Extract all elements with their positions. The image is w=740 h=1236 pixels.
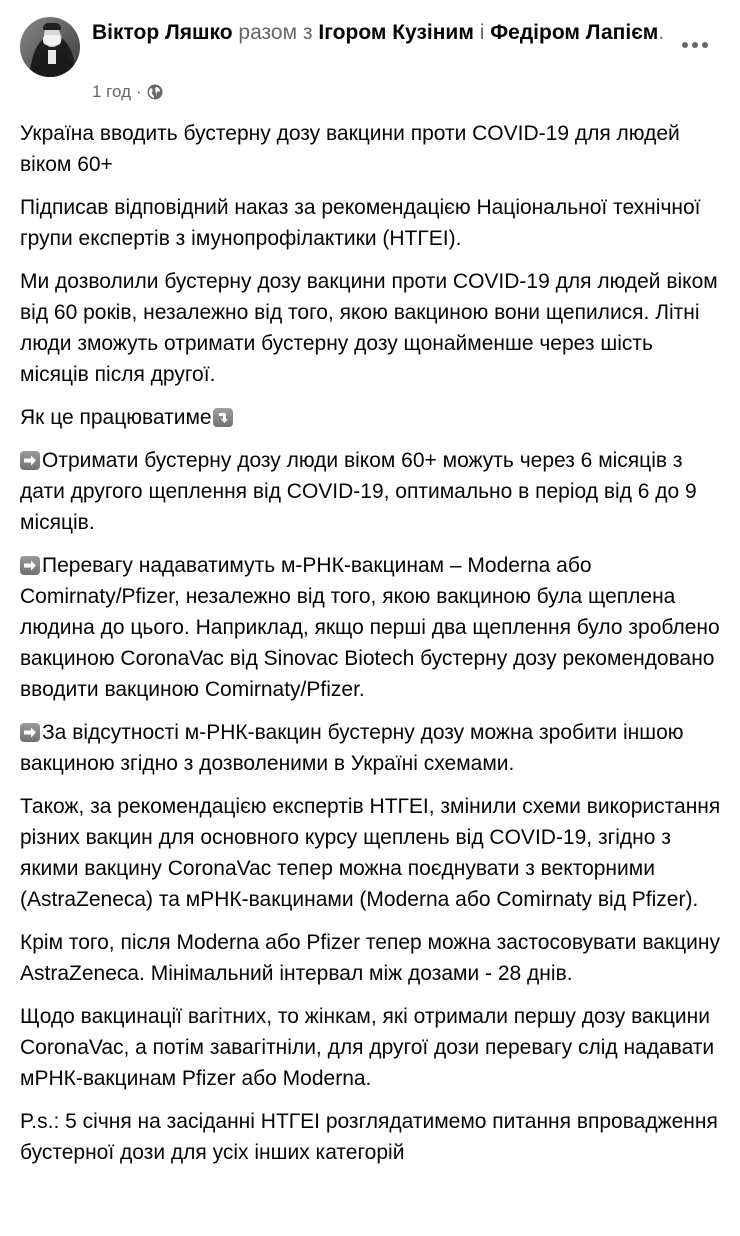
- more-options-button[interactable]: [682, 38, 714, 52]
- post-paragraph: [20, 445, 725, 538]
- post-paragraph: Підписав відповідний наказ за рекомендацією Національної технічної групи експертів з імунопрофілактики (НТГЕІ).: [20, 196, 701, 250]
- post-paragraph: Україна вводить бустерну дозу вакцини проти COVID-19 для людей віком 60+: [20, 122, 680, 176]
- author-line: [92, 18, 672, 48]
- author-avatar[interactable]: [20, 17, 80, 77]
- post-header: [0, 0, 740, 110]
- post-paragraph: [20, 550, 725, 705]
- post-paragraph: Крім того, після Moderna або Pfizer тепер можна застосовувати вакцину AstraZeneca. Мінімальний інтервал між дозами - 28 днів.: [20, 931, 721, 985]
- dot-icon: [692, 42, 698, 48]
- post-paragraph: [20, 402, 725, 433]
- author-name-link[interactable]: Віктор Ляшко: [92, 21, 233, 44]
- meta-separator: ·: [136, 82, 142, 101]
- right-arrow-emoji-icon: [20, 723, 40, 742]
- post-paragraph: Щодо вакцинації вагітних, то жінкам, які отримали першу дозу вакцини CoronaVac, а потім завагітніли, для другої дози перевагу слід надавати мРНК-вакцинам Pfizer або Moderna.: [20, 1005, 715, 1090]
- paragraph-text: Перевагу надаватимуть м-РНК-вакцинам – Moderna або Comirnaty/Pfizer, незалежно від того, якою вакциною була щеплена людина до цього. Наприклад, якщо перші два щеплення було зроблено вакциною CoronaVac від Sinovac Biotech бустерну дозу рекомендовано вводити вакциною Comirnaty/Pfizer.: [20, 554, 720, 701]
- dot-icon: [682, 42, 688, 48]
- globe-icon[interactable]: [147, 84, 163, 100]
- period: .: [658, 21, 665, 44]
- tagged-user-2-link[interactable]: Федіром Лапієм: [490, 21, 659, 44]
- tagged-user-1-link[interactable]: Ігором Кузіним: [318, 21, 474, 44]
- and-text: і: [479, 21, 485, 44]
- post-paragraph: Ми дозволили бустерну дозу вакцини проти COVID-19 для людей віком від 60 років, незалежно від того, якою вакциною вони щепилися. Літні люди зможуть отримати бустерну дозу щонайменше через шість місяців після другої.: [20, 270, 718, 386]
- post-meta: [92, 82, 163, 102]
- paragraph-text: За відсутності м-РНК-вакцин бустерну дозу можна зробити іншою вакциною згідно з дозволеними в Україні схемами.: [20, 721, 684, 775]
- down-arrow-emoji-icon: [213, 408, 233, 427]
- right-arrow-emoji-icon: [20, 556, 40, 575]
- paragraph-text: Отримати бустерну дозу люди віком 60+ можуть через 6 місяців з дати другого щеплення від COVID-19, оптимально в період від 6 до 9 місяців.: [20, 449, 697, 534]
- post-body: [20, 118, 725, 1180]
- post-paragraph: P.s.: 5 січня на засіданні НТГЕІ розглядатимемо питання впровадження бустерної дози для усіх інших категорій: [20, 1110, 718, 1164]
- post-paragraph: Також, за рекомендацією експертів НТГЕІ, змінили схеми використання різних вакцин для основного курсу щеплень від COVID-19, згідно з якими вакцину CoronaVac тепер можна поєднувати з векторними (AstraZeneca) та мРНК-вакцинами (Moderna або Comirnaty від Pfizer).: [20, 795, 721, 911]
- paragraph-text: Як це працюватиме: [20, 406, 212, 429]
- post-paragraph: [20, 717, 725, 779]
- dot-icon: [702, 42, 708, 48]
- right-arrow-emoji-icon: [20, 451, 40, 470]
- with-text: разом з: [238, 21, 313, 44]
- timestamp-link[interactable]: 1 год: [92, 82, 132, 101]
